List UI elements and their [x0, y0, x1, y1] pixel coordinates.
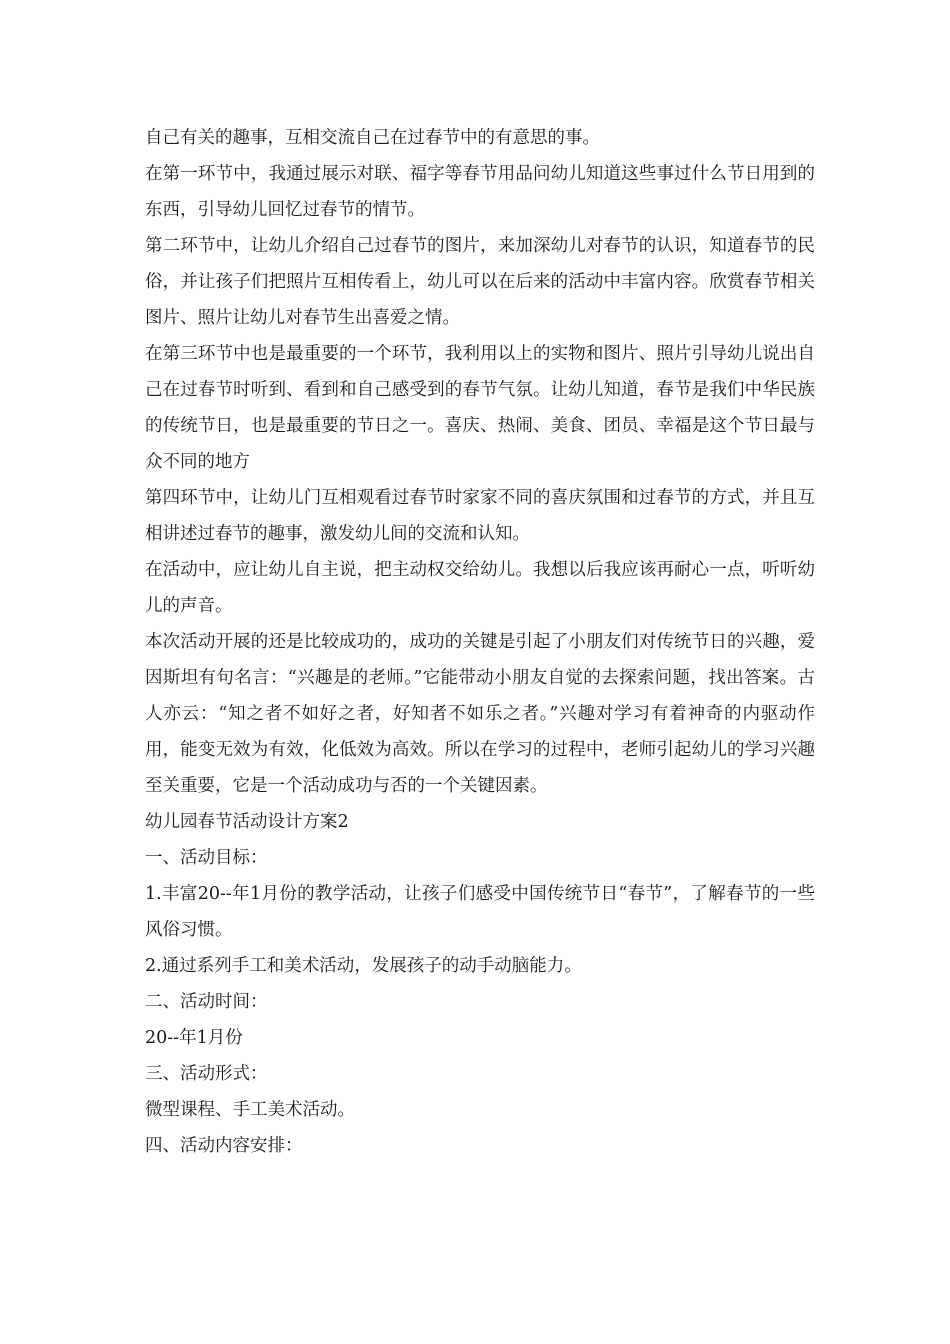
heading-activity-form: 三、活动形式：	[145, 1064, 268, 1084]
paragraph-intro-continuation: 自己有关的趣事，互相交流自己在过春节中的有意思的事。	[145, 128, 600, 148]
paragraph-fourth-stage: 第四环节中，让幼儿门互相观看过春节时家家不同的喜庆氛围和过春节的方式，并且互相讲述过春节的趣事，激发幼儿间的交流和认知。	[145, 488, 815, 544]
paragraph-reflection: 在活动中，应让幼儿自主说，把主动权交给幼儿。我想以后我应该再耐心一点，听听幼儿的声音。	[145, 560, 815, 616]
paragraph-second-stage: 第二环节中，让幼儿介绍自己过春节的图片，来加深幼儿对春节的认识，知道春节的民俗，并让孩子们把照片互相传看上，幼儿可以在后来的活动中丰富内容。欣赏春节相关图片、照片让幼儿对春节生出喜爱之情。	[145, 236, 815, 328]
goal-item-1: 1.丰富20--年1月份的教学活动，让孩子们感受中国传统节日“春节”，了解春节的一些风俗习惯。	[145, 884, 815, 940]
paragraph-conclusion: 本次活动开展的还是比较成功的，成功的关键是引起了小朋友们对传统节日的兴趣，爱因斯坦有句名言：“兴趣是的老师。”它能带动小朋友自觉的去探索问题，找出答案。古人亦云：“知之者不如好之者，好知者不如乐之者。”兴趣对学习有着神奇的内驱动作用，能变无效为有效，化低效为高效。所以在学习的过程中，老师引起幼儿的学习兴趣至关重要，它是一个活动成功与否的一个关键因素。	[145, 632, 815, 796]
goal-item-2: 2.通过系列手工和美术活动，发展孩子的动手动脑能力。	[145, 956, 582, 976]
heading-activity-time: 二、活动时间：	[145, 992, 268, 1012]
heading-activity-goals: 一、活动目标：	[145, 848, 268, 868]
paragraph-first-stage: 在第一环节中，我通过展示对联、福字等春节用品问幼儿知道这些事过什么节日用到的东西，引导幼儿回忆过春节的情节。	[145, 164, 815, 220]
activity-time-value: 20--年1月份	[145, 1028, 243, 1048]
activity-form-value: 微型课程、手工美术活动。	[145, 1100, 355, 1120]
paragraph-third-stage: 在第三环节中也是最重要的一个环节，我利用以上的实物和图片、照片引导幼儿说出自己在过春节时听到、看到和自己感受到的春节气氛。让幼儿知道，春节是我们中华民族的传统节日，也是最重要的节日之一。喜庆、热闹、美食、团员、幸福是这个节日最与众不同的地方	[145, 344, 815, 472]
heading-activity-content: 四、活动内容安排：	[145, 1136, 303, 1156]
document-body	[145, 120, 815, 1164]
section-title: 幼儿园春节活动设计方案2	[145, 812, 349, 832]
